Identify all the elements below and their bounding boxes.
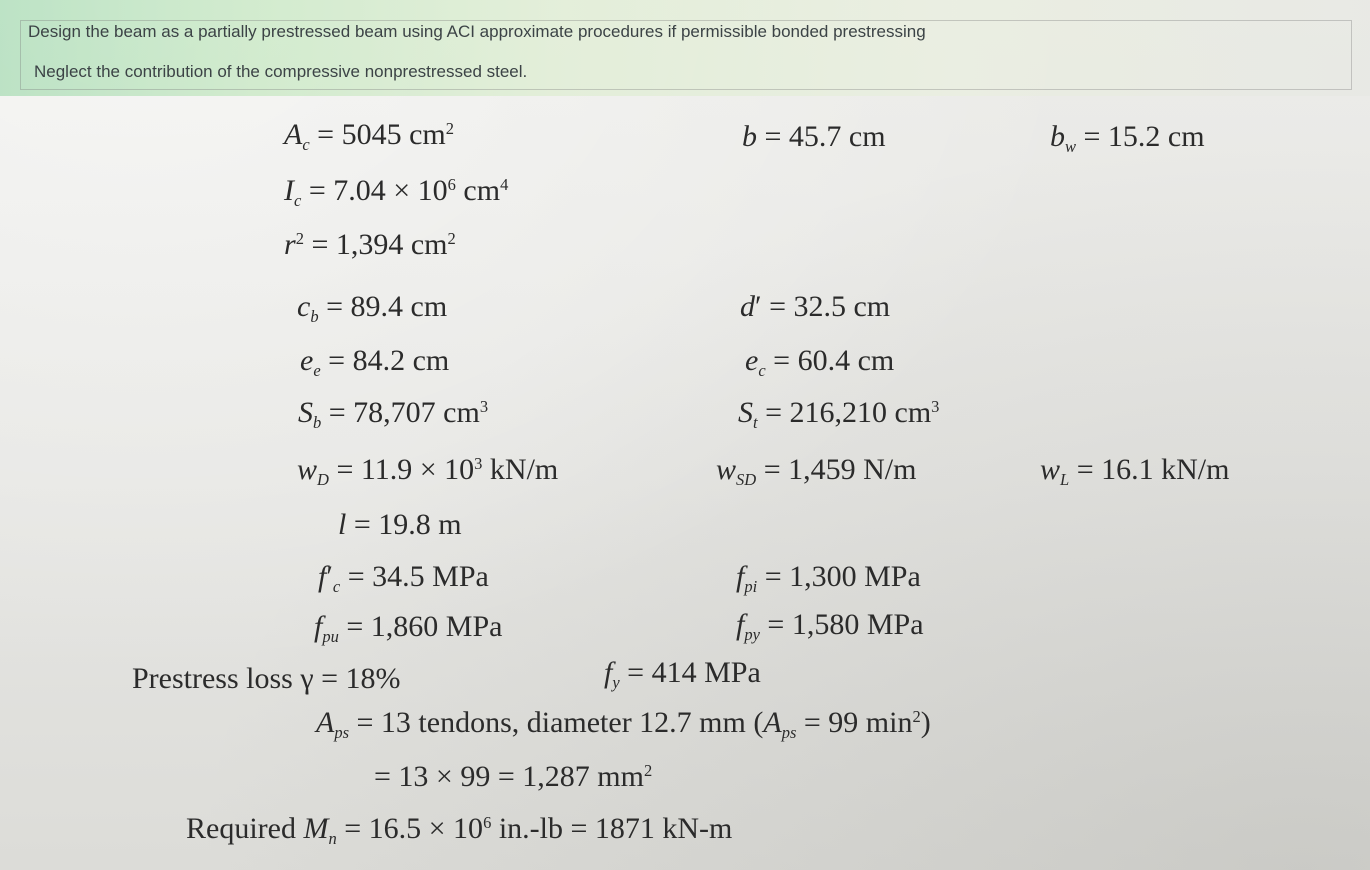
eq-wl-value: = 16.1 kN/m [1076, 453, 1230, 486]
eq-wd: $w_D = 11.9 \times 10^3$ kN/m [297, 453, 559, 489]
eq-fpy-value: = 1,580 MPa [767, 608, 924, 641]
eq-wl: $w_L = 16.1$ kN/m [1040, 453, 1230, 489]
eq-fy: $f_y = 414$ MPa [604, 656, 761, 692]
eq-fc-value: = 34.5 MPa [347, 560, 489, 593]
eq-wsd: $w_{SD} = 1,459$ N/m [716, 453, 917, 489]
eq-ac: $A_c = 5045$ $cm^2$ [284, 118, 454, 154]
eq-aps-tail: = 99 min [796, 706, 913, 739]
eq-aps-total-value: = 13 × 99 = 1,287 mm [374, 760, 644, 793]
eq-sb-value: = 78,707 cm [328, 396, 480, 429]
eq-fpi-value: = 1,300 MPa [764, 560, 921, 593]
eq-ic: $I_c = 7.04 \times 10^6$ $cm^4$ [284, 174, 509, 210]
eq-fpy: $f_{py} = 1,580$ MPa [736, 608, 924, 644]
eq-l-value: = 19.8 m [353, 508, 462, 541]
eq-wd-value: = 11.9 × 10 [336, 453, 475, 486]
eq-dprime: d′ = 32.5 cm [740, 290, 891, 323]
eq-b-value: = 45.7 cm [764, 120, 886, 153]
mn-tail: in.-lb = 1871 kN-m [491, 812, 733, 845]
eq-sb: $S_b = 78,707$ $cm^3$ [298, 396, 489, 432]
eq-r2: $r^2 = 1,394$ $cm^2$ [284, 228, 456, 261]
eq-ee: $e_e = 84.2$ cm [300, 344, 450, 380]
eq-mn: Required $M_n = 16.5 \times 10^6$ in.-lb = 1871 kN-m [186, 812, 733, 848]
eq-st-value: = 216,210 cm [765, 396, 932, 429]
eq-ee-value: = 84.2 cm [328, 344, 450, 377]
problem-statement-line-1: Design the beam as a partially prestressed beam using ACI approximate procedures if permissible bonded prestressing [28, 22, 926, 41]
eq-ec: $e_c = 60.4$ cm [745, 344, 895, 380]
eq-aps-total: = 13 × 99 = 1,287 $mm^2$ [374, 760, 653, 793]
eq-aps: $A_{ps} = 13$ tendons, diameter 12.7 mm ($A_{ps} = 99$ $\min^2$) [316, 706, 931, 742]
eq-ic-value: = 7.04 × 10 [308, 174, 448, 207]
eq-fpu: $f_{pu} = 1,860$ MPa [314, 610, 503, 646]
eq-fy-value: = 414 MPa [627, 656, 761, 689]
mn-label: Required [186, 812, 304, 845]
eq-st: $S_t = 216,210$ $cm^3$ [738, 396, 940, 432]
eq-r2-value: = 1,394 cm [311, 228, 448, 261]
prestress-loss-label: Prestress loss γ [132, 662, 314, 695]
eq-fc: $f'_c = 34.5$ MPa [318, 560, 489, 596]
eq-ac-value: = 5045 cm [317, 118, 446, 151]
eq-wsd-value: = 1,459 N/m [763, 453, 917, 486]
eq-wd-unit: kN/m [482, 453, 559, 486]
eq-cb: $c_b = 89.4$ cm [297, 290, 448, 326]
eq-fpi: $f_{pi} = 1,300$ MPa [736, 560, 921, 596]
eq-bw: $b_w = 15.2$ cm [1050, 120, 1205, 156]
eq-bw-value: = 15.2 cm [1083, 120, 1205, 153]
eq-prestress-loss [132, 664, 401, 694]
problem-statement-line-2: Neglect the contribution of the compressive nonprestressed steel. [34, 62, 528, 81]
eq-l: l = 19.8 m [338, 508, 462, 541]
eq-aps-value: = 13 tendons, diameter 12.7 mm ( [356, 706, 764, 739]
eq-dprime-value: = 32.5 cm [769, 290, 891, 323]
eq-cb-value: = 89.4 cm [326, 290, 448, 323]
eq-ec-value: = 60.4 cm [773, 344, 895, 377]
eq-fpu-value: = 1,860 MPa [346, 610, 503, 643]
prestress-loss-value: = 18% [321, 662, 401, 695]
mn-value: = 16.5 × 10 [336, 812, 484, 845]
eq-b: b = 45.7 cm [742, 120, 886, 153]
